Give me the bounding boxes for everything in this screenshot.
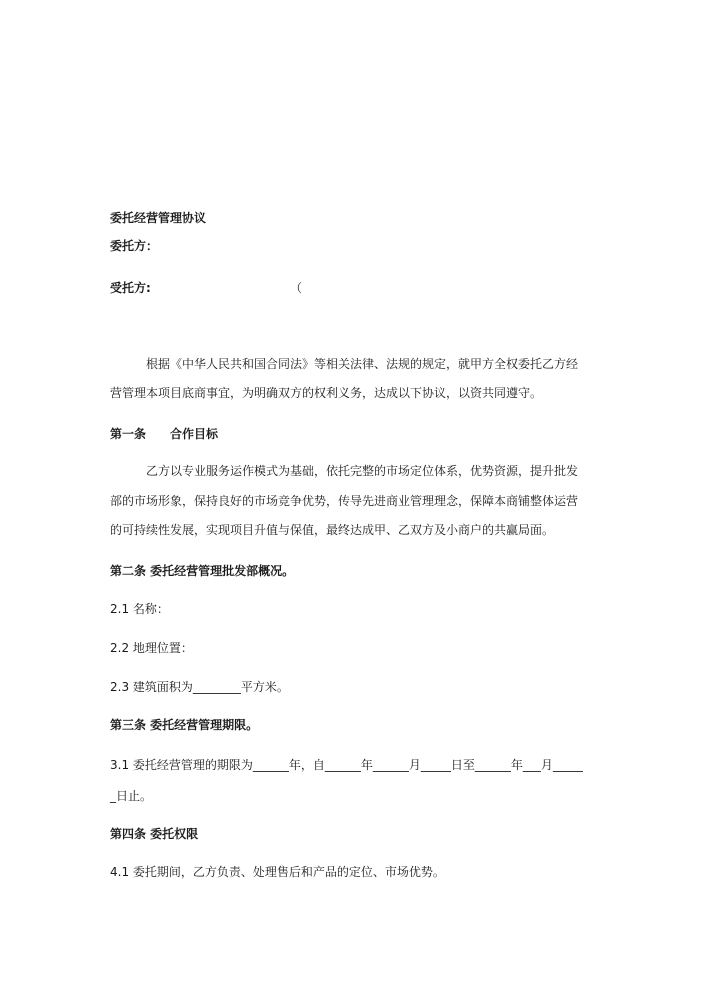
document-title: 委托经营管理协议 — [110, 211, 207, 225]
article2-item2: 2.2 地理位置： — [110, 641, 193, 655]
agent-label: 受托方: — [110, 281, 151, 295]
article4-item1: 4.1 委托期间，乙方负责、处理售后和产品的定位、市场优势。 — [110, 865, 445, 879]
principal-label: 委托方： — [110, 239, 159, 253]
agent-bracket: （ — [290, 281, 303, 295]
article1-title: 合作目标 — [170, 427, 219, 441]
article1-number: 第一条 — [110, 427, 147, 441]
article3-line1: 3.1 委托经营管理的期限为______年，自______年______月_____日至______年___月_____ — [110, 758, 583, 772]
article1-line-2: 部的市场形象，保持良好的市场竞争优势，传导先进商业管理理念，保障本商铺整体运营 — [110, 494, 579, 508]
article3-line2: _日止。 — [110, 789, 153, 803]
article2-item1: 2.1 名称： — [110, 602, 169, 616]
agent-line — [110, 280, 302, 296]
article4-heading: 第四条 委托权限 — [110, 827, 199, 841]
article3-heading: 第三条 委托经营管理期限。 — [110, 718, 259, 732]
article1-heading — [110, 426, 218, 442]
article2-heading: 第二条 委托经营管理批发部概况。 — [110, 564, 295, 578]
intro-line-1: 根据《中华人民共和国合同法》等相关法律、法规的规定，就甲方全权委托乙方经 — [146, 357, 579, 371]
article1-line-3: 的可持续性发展，实现项目升值与保值，最终达成甲、乙双方及小商户的共赢局面。 — [110, 523, 555, 537]
article2-item3: 2.3 建筑面积为________平方米。 — [110, 680, 289, 694]
intro-line-2: 营管理本项目底商事宜，为明确双方的权利义务，达成以下协议，以资共同遵守。 — [110, 386, 543, 400]
article1-line-1: 乙方以专业服务运作模式为基础，依托完整的市场定位体系，优势资源，提升批发 — [146, 464, 579, 478]
